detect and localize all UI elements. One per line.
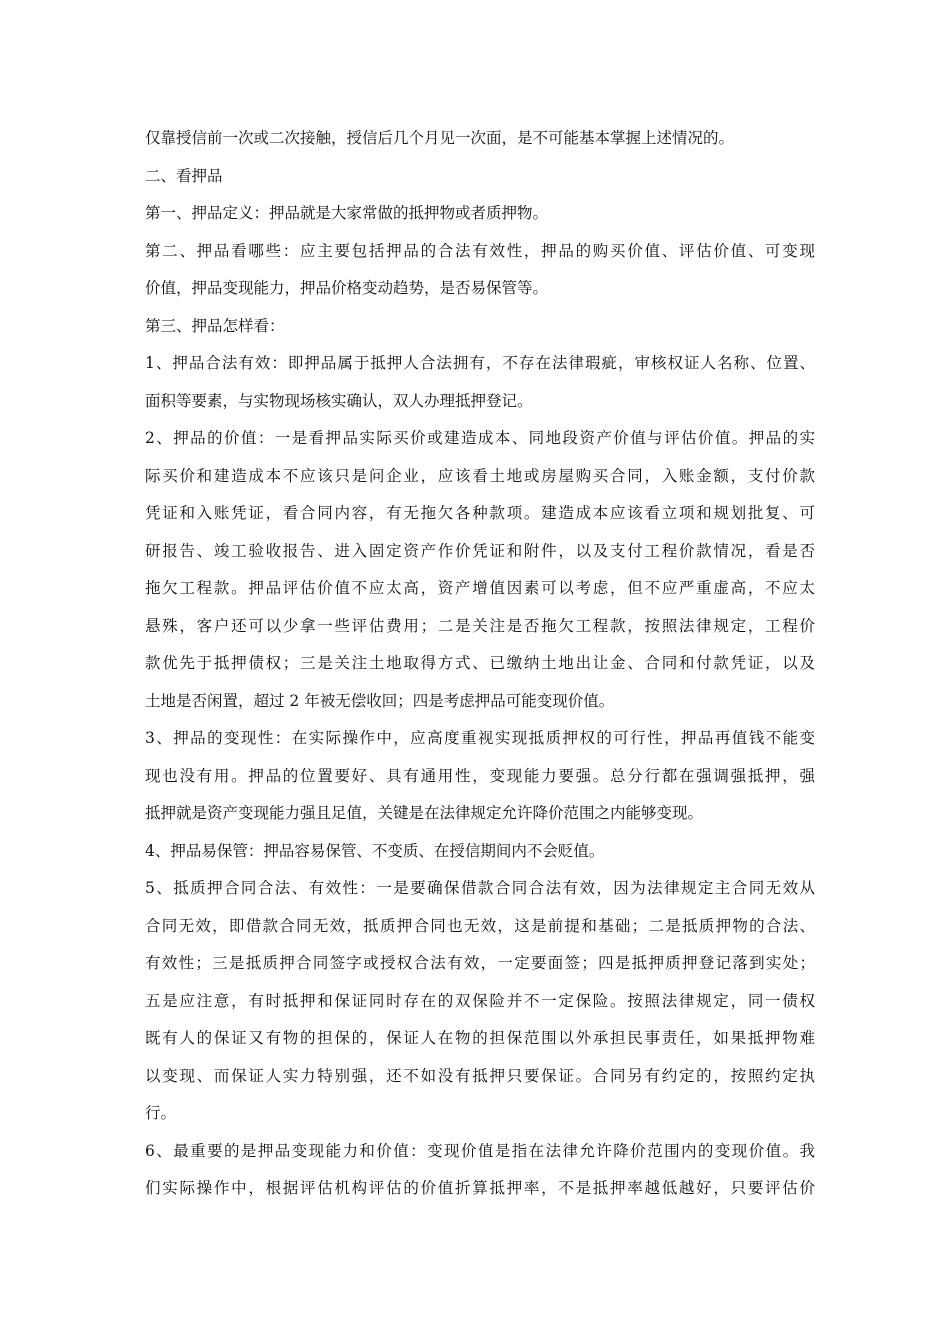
text-line: 现也没有用。押品的位置要好、具有通用性，变现能力要强。总分行都在强调强抵押，强 [145, 766, 815, 785]
text-line: 们实际操作中，根据评估机构评估的价值折算抵押率，不是抵押率越低越好，只要评估价 [145, 1179, 815, 1197]
text-line: 抵押就是资产变现能力强且足值，关键是在法律规定允许降价范围之内能够变现。 [145, 804, 704, 822]
text-line: 3、押品的变现性：在实际操作中，应高度重视实现抵质押权的可行性，押品再值钱不能变 [145, 729, 815, 747]
text-line: 既有人的保证又有物的担保的，保证人在物的担保范围以外承担民事责任，如果抵押物难 [145, 1029, 815, 1047]
text-line: 研报告、竣工验收报告、进入固定资产作价凭证和附件，以及支付工程价款情况，看是否 [145, 541, 815, 560]
text-line: 合同无效，即借款合同无效，抵质押合同也无效，这是前提和基础；二是抵质押物的合法、 [145, 916, 815, 935]
text-line: 第二、押品看哪些：应主要包括押品的合法有效性，押品的购买价值、评估价值、可变现 [145, 241, 815, 260]
text-line: 有效性；三是抵质押合同签字或授权合法有效，一定要面签；四是抵押质押登记落到实处； [145, 954, 815, 972]
document-body [145, 120, 815, 1208]
text-line: 4、押品易保管：押品容易保管、不变质、在授信期间内不会贬值。 [145, 841, 605, 860]
text-line: 款优先于抵押债权；三是关注土地取得方式、已缴纳土地出让金、合同和付款凭证，以及 [145, 654, 815, 672]
text-line: 二、看押品 [145, 166, 223, 185]
text-line: 际买价和建造成本不应该只是问企业，应该看土地或房屋购买合同，入账金额，支付价款 [145, 466, 815, 485]
text-line: 拖欠工程款。押品评估价值不应太高，资产增值因素可以考虑，但不应严重虚高，不应太 [145, 579, 815, 597]
text-line: 2、押品的价值：一是看押品实际买价或建造成本、同地段资产价值与评估价值。押品的实 [145, 429, 815, 447]
text-line: 凭证和入账凭证，看合同内容，有无拖欠各种款项。建造成本应该看立项和规划批复、可 [145, 504, 815, 522]
text-line: 五是应注意，有时抵押和保证同时存在的双保险并不一定保险。按照法律规定，同一债权 [145, 991, 815, 1010]
text-line: 第一、押品定义：押品就是大家常做的抵押物或者质押物。 [145, 204, 549, 222]
text-line: 价值，押品变现能力，押品价格变动趋势，是否易保管等。 [145, 279, 549, 297]
text-line: 第三、押品怎样看： [145, 316, 285, 335]
text-line: 以变现、而保证人实力特别强，还不如没有抵押只要保证。合同另有约定的，按照约定执 [145, 1066, 815, 1085]
text-line: 面积等要素，与实物现场核实确认，双人办理抵押登记。 [145, 391, 533, 410]
text-line: 悬殊，客户还可以少拿一些评估费用；二是关注是否拖欠工程款，按照法律规定，工程价 [145, 616, 815, 635]
text-line: 土地是否闲置，超过 2 年被无偿收回；四是考虑押品可能变现价值。 [145, 691, 615, 710]
text-line: 5、抵质押合同合法、有效性：一是要确保借款合同合法有效，因为法律规定主合同无效从 [145, 879, 815, 897]
text-line: 仅靠授信前一次或二次接触，授信后几个月见一次面，是不可能基本掌握上述情况的。 [145, 129, 735, 147]
text-line: 1、押品合法有效：即押品属于抵押人合法拥有，不存在法律瑕疵，审核权证人名称、位置、 [145, 354, 815, 372]
text-line: 6、最重要的是押品变现能力和价值：变现价值是指在法律允许降价范围内的变现价值。我 [145, 1141, 815, 1160]
text-line: 行。 [145, 1104, 177, 1122]
